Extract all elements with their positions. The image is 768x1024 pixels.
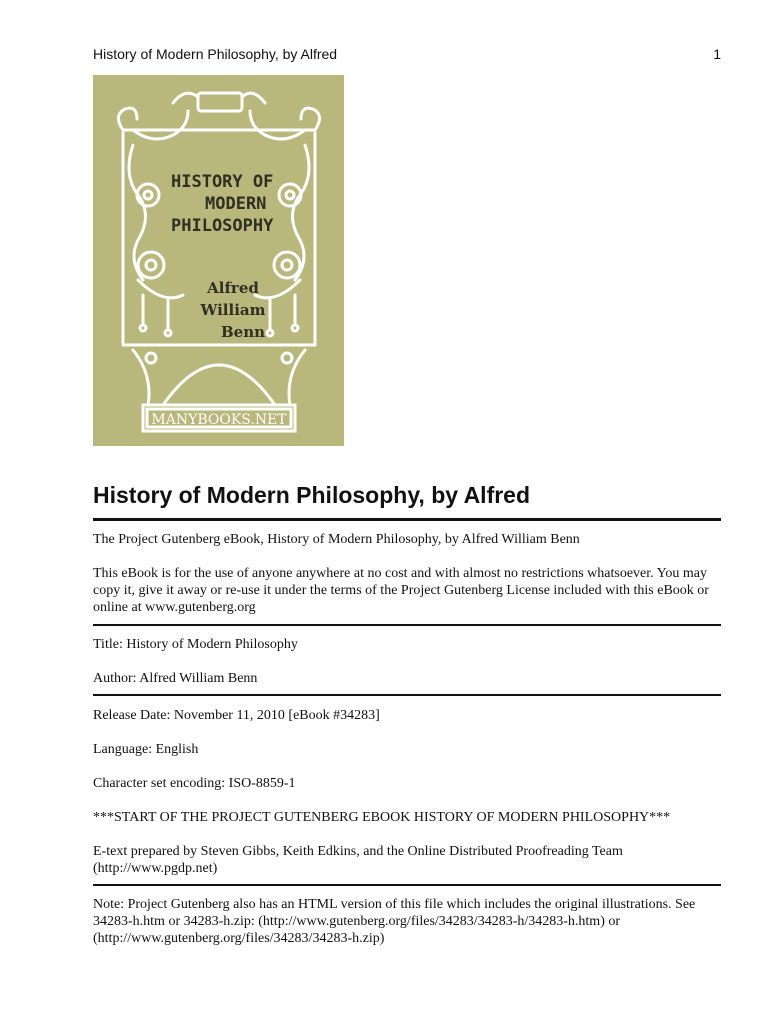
- cover-publisher: MANYBOOKS.NET: [151, 412, 287, 428]
- license-line: This eBook is for the use of anyone anywhere at no cost and with almost no restrictions whatsoever. You may: [93, 566, 707, 581]
- language-field: Language: English: [93, 742, 199, 757]
- cover-title-line: PHILOSOPHY: [171, 216, 274, 236]
- section-divider: [93, 694, 721, 696]
- cover-title-line: MODERN: [205, 194, 267, 214]
- note-line: 34283-h.htm or 34283-h.zip: (http://www.gutenberg.org/files/34283/34283-h/34283-h.htm) or: [93, 914, 621, 929]
- title-field: Title: History of Modern Philosophy: [93, 637, 298, 652]
- section-divider: [93, 624, 721, 626]
- credits-line: E-text prepared by Steven Gibbs, Keith Edkins, and the Online Distributed Proofreading Team: [93, 844, 623, 859]
- intro-text: The Project Gutenberg eBook, History of Modern Philosophy, by Alfred William Benn: [93, 532, 580, 547]
- running-title: History of Modern Philosophy, by Alfred: [93, 46, 338, 62]
- charset-field: Character set encoding: ISO-8859-1: [93, 776, 296, 791]
- cover-author: [200, 279, 266, 341]
- cover-author-line: Benn: [220, 323, 266, 341]
- page-number: 1: [713, 46, 721, 62]
- release-date: Release Date: November 11, 2010 [eBook #34283]: [93, 708, 380, 723]
- start-marker: ***START OF THE PROJECT GUTENBERG EBOOK HISTORY OF MODERN PHILOSOPHY***: [93, 810, 671, 825]
- license-line: online at www.gutenberg.org: [93, 600, 256, 615]
- credits-text: [93, 843, 721, 877]
- title-divider: [93, 518, 721, 521]
- license-line: copy it, give it away or re-use it under the terms of the Project Gutenberg License included with this eBook or: [93, 583, 709, 598]
- license-text: [93, 565, 721, 616]
- cover-title-line: HISTORY OF: [171, 172, 274, 192]
- credits-line: (http://www.pgdp.net): [93, 861, 218, 876]
- page-title: History of Modern Philosophy, by Alfred: [93, 482, 531, 508]
- cover-author-line: William: [200, 301, 266, 319]
- note-line: Note: Project Gutenberg also has an HTML version of this file which includes the original illustrations. See: [93, 897, 696, 912]
- running-header: [93, 46, 721, 62]
- author-field: Author: Alfred William Benn: [93, 671, 258, 686]
- cover-author-line: Alfred: [207, 279, 259, 297]
- cover-illustration: [93, 75, 344, 446]
- note-line: (http://www.gutenberg.org/files/34283/34283-h.zip): [93, 931, 385, 946]
- book-cover-image: [93, 75, 344, 446]
- cover-title: [171, 172, 274, 236]
- cover-ornament-frame: [118, 93, 319, 431]
- note-text: [93, 896, 721, 947]
- section-divider: [93, 884, 721, 886]
